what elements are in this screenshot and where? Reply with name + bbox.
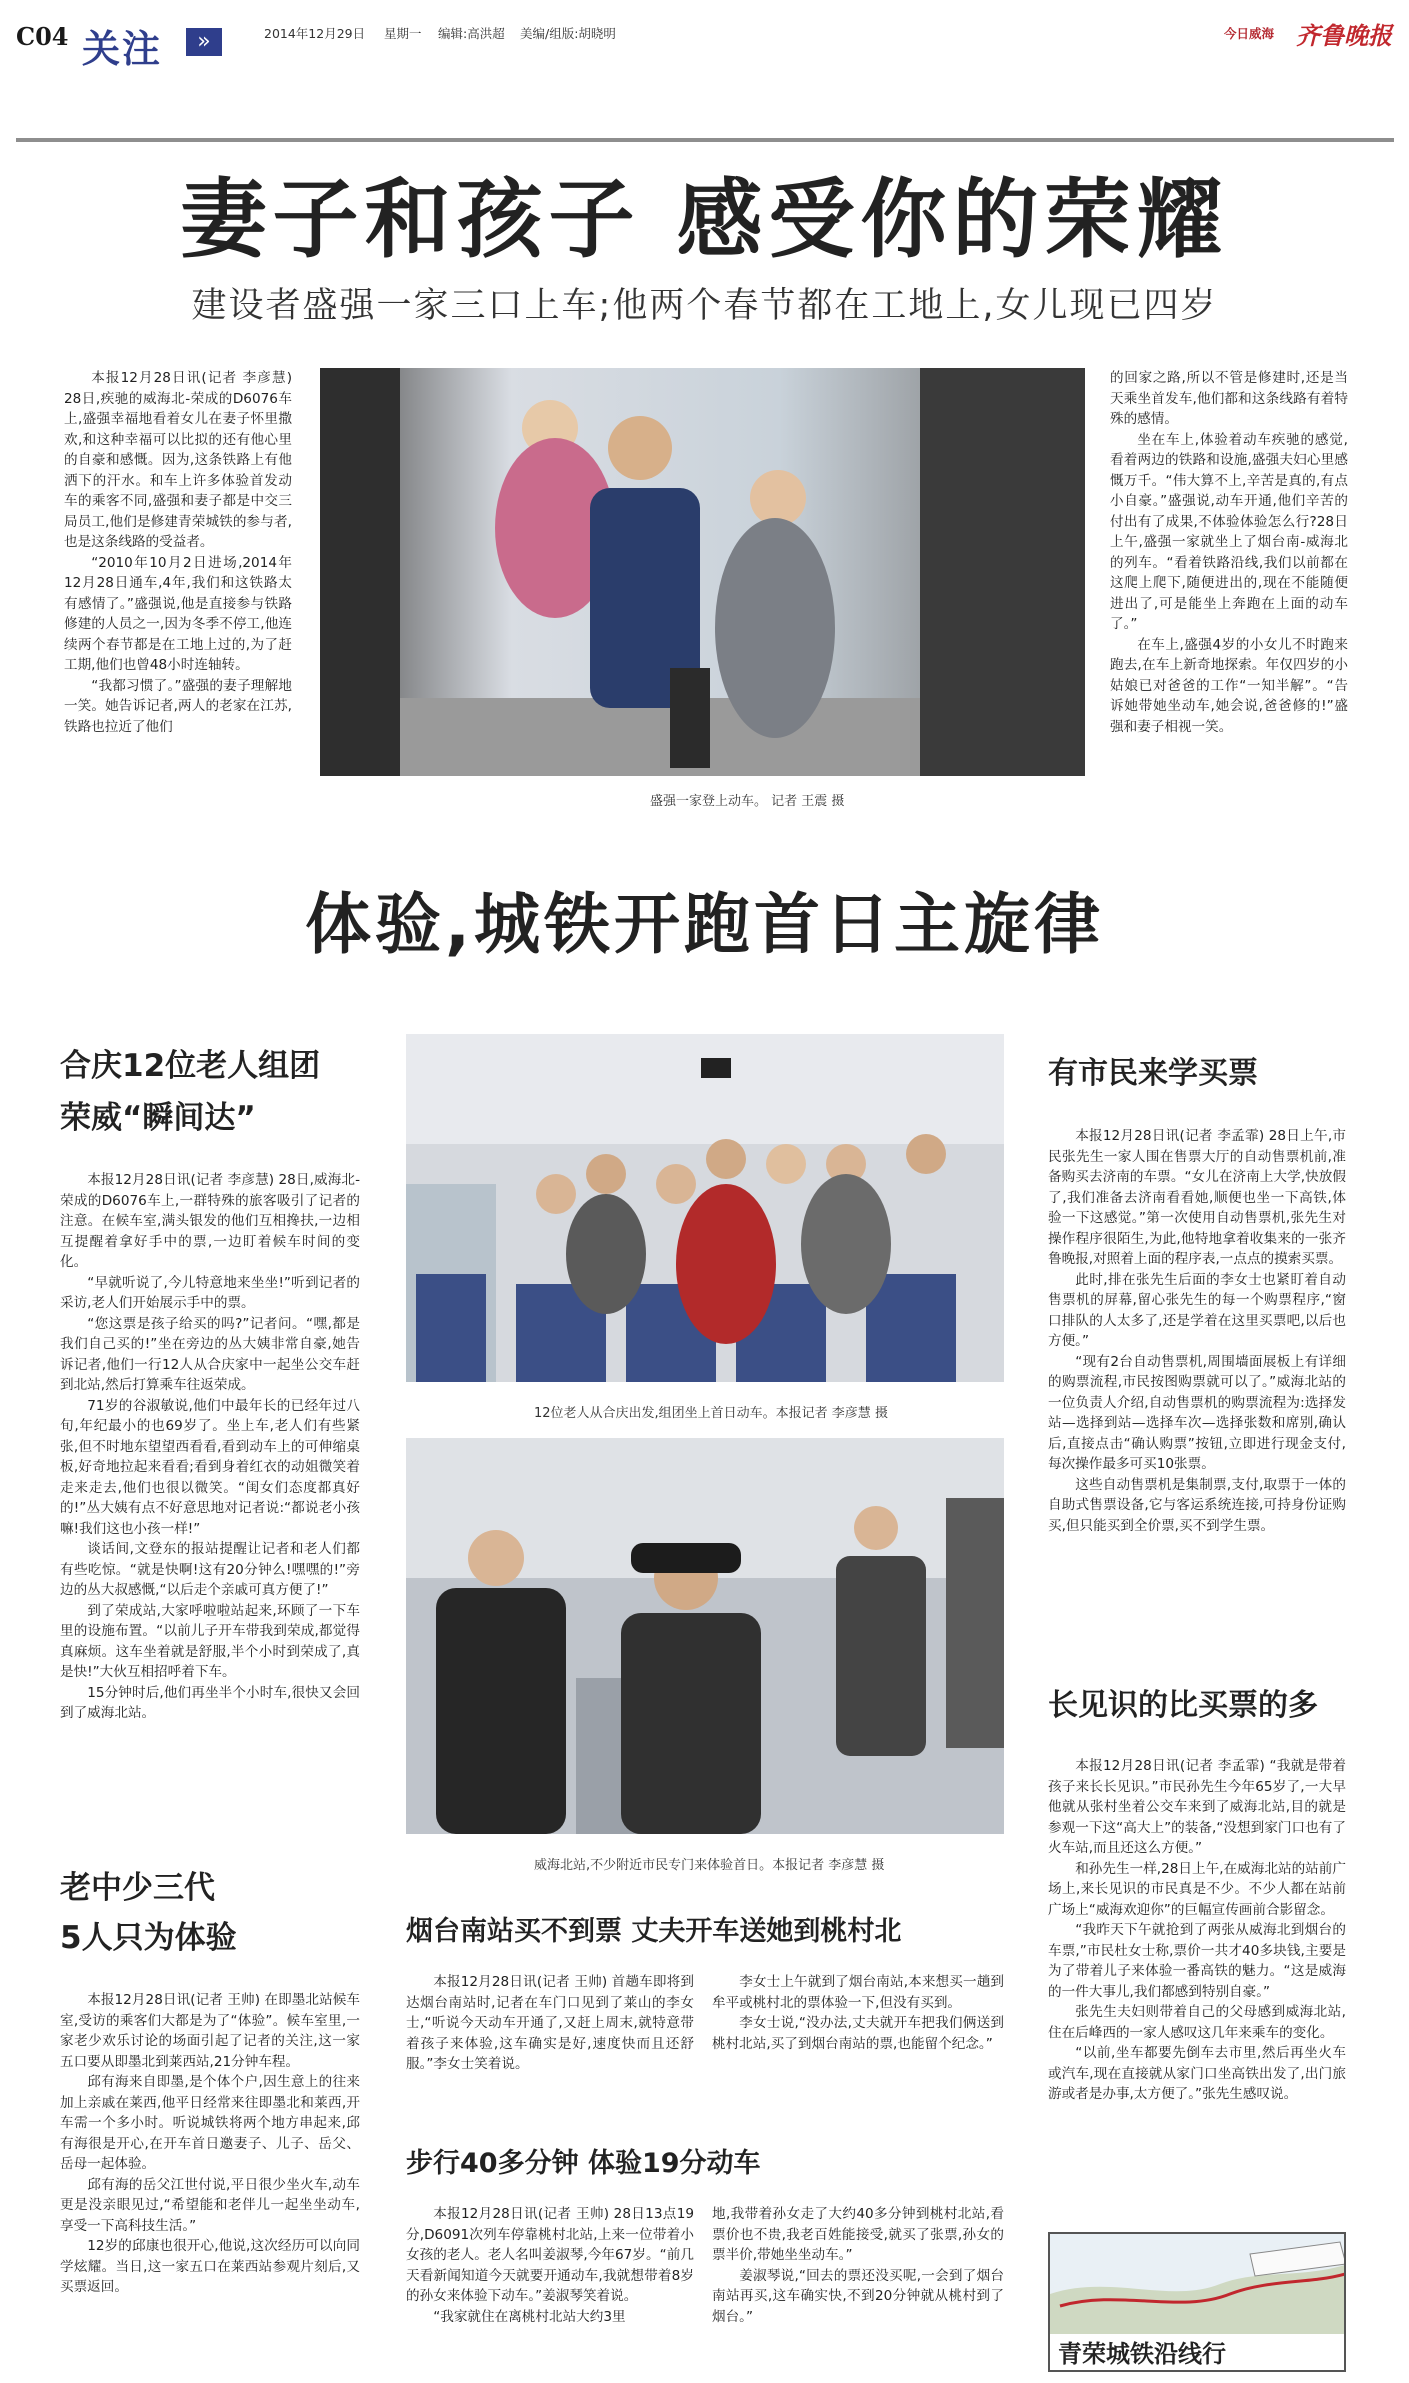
paragraph: 12岁的邱康也很开心,他说,这次经历可以向同学炫耀。当日,这一家五口在莱西站参观片刻后,又买票返回。 [60,2238,360,2295]
station-gate-photo [406,1438,1004,1834]
article4-body-col1 [406,2204,694,2374]
paragraph: 71岁的谷淑敏说,他们中最年长的已经年过八旬,年纪最小的也69岁了。坐上车,老人们有些紧张,但不时地东望望西看看,看到动车上的可伸缩桌板,好奇地拉起来看看;看到身着红衣的动姐微笑着走来走去,他们也很以微笑。“闺女们态度都真好的!”丛大姨有点不好意思地对记者说:“都说老小孩嘛!我们这也小孩一样!” [60,1397,360,1537]
paragraph: 张先生夫妇则带着自己的父母感到威海北站,住在后峰西的一家人感叹这几年来乘车的变化。 [1048,2004,1346,2041]
paragraph: 地,我带着孙女走了大约40多分钟到桃村北站,看票价也不贵,我老百姓能接受,就买了张票,孙女的票半价,带她坐坐动车。” [712,2206,1004,2263]
paragraph: 到了荣成站,大家呼啦啦站起来,环顾了一下车里的设施布置。“以前儿子开车带我到荣成,都觉得真麻烦。这车坐着就是舒服,半个小时到荣成了,真是快!”大伙互相招呼着下车。 [60,1602,360,1680]
article6-title: 长见识的比买票的多 [1048,1688,1318,1723]
article5-title: 有市民来学买票 [1048,1056,1258,1091]
train-interior-photo [406,1034,1004,1382]
article1-title-line2: 荣威“瞬间达” [60,1100,256,1136]
paragraph: 邱有海的岳父江世付说,平日很少坐火车,动车更是没亲眼见过,“希望能和老伴儿一起坐坐动车,享受一下高科技生活。” [60,2176,360,2234]
paragraph: “早就听说了,今儿特意地来坐坐!”听到记者的采访,老人们开始展示手中的票。 [60,1274,360,1311]
railway-map-box [1048,2232,1346,2372]
story1-headline: 妻子和孩子 感受你的荣耀 [180,169,1229,270]
article1-body [60,1170,360,1800]
article3-body-col2 [712,1972,1004,2122]
paragraph: 本报12月28日讯(记者 李彦慧) 28日,威海北-荣成的D6076车上,一群特殊的旅客吸引了记者的注意。在候车室,满头银发的他们互相搀扶,一边相互提醒着拿好手中的票,一边盯着候车时间的变化。 [60,1172,360,1270]
weekday: 星期一 [384,26,422,41]
article4-body-col2 [712,2204,1004,2374]
paragraph: 此时,排在张先生后面的李女士也紧盯着自动售票机的屏幕,留心张先生的每一个购票程序,“窗口排队的人太多了,还是学着在这里买票吧,以后也方便。” [1048,1271,1346,1349]
paragraph: 本报12月28日讯(记者 李孟霏) 28日上午,市民张先生一家人围在售票大厅的自动售票机前,准备购买去济南的车票。“女儿在济南上大学,快放假了,我们准备去济南看看她,顺便也坐一下高铁,体验一下这感觉。”第一次使用自动售票机,张先生对操作程序很陌生,为此,他特地拿着收集来的一张齐鲁晚报,对照着上面的程序表,一点点的摸索买票。 [1048,1128,1346,1267]
paragraph: 邱有海来自即墨,是个体个户,因生意上的往来加上亲戚在莱西,他平日经常来往即墨北和莱西,开车需一个多小时。听说城铁将两个地方串起来,邱有海很是开心,在开车首日邀妻子、儿子、岳父、岳母一起体验。 [60,2074,360,2172]
paragraph: 姜淑琴说,“回去的票还没买呢,一会到了烟台南站再买,这车确实快,不到20分钟就从桃村到了烟台。” [712,2267,1004,2325]
story1-subheadline: 建设者盛强一家三口上车;他两个春节都在工地上,女儿现已四岁 [191,286,1218,326]
story1-column-1 [64,368,292,810]
paragraph: “2010年10月2日进场,2014年12月28日通车,4年,我们和这铁路太有感情了。”盛强说,他是直接参与铁路修建的人员之一,因为冬季不停工,他连续两个春节都是在工地上过的,为了赶工期,他们也曾48小时连轴转。 [64,554,292,673]
article2-body [60,1990,360,2372]
article6-body [1048,1756,1346,2206]
article1-title-line1: 合庆12位老人组团 [60,1048,321,1084]
paragraph: “以前,坐车都要先倒车去市里,然后再坐火车或汽车,现在直接就从家门口坐高铁出发了,出门旅游或者是办事,太方便了。”张先生感叹说。 [1048,2045,1346,2102]
newspaper-logo: 齐鲁晚报 [1296,21,1392,50]
article5-body [1048,1126,1346,1666]
page-number: C04 [16,22,69,51]
map-title: 青荣城铁沿线行 [1058,2340,1226,2368]
paragraph: 李女士上午就到了烟台南站,本来想买一趟到牟平或桃村北的票体验一下,但没有买到。 [712,1974,1004,2011]
paragraph: 本报12月28日讯(记者 李孟霏) “我就是带着孩子来长长见识。”市民孙先生今年65岁了,一大早他就从张村坐着公交车来到了威海北站,目的就是参观一下这“高大上”的装备,“没想到家门口也有了火车站,而且还这么方便。” [1048,1758,1346,1856]
photo2-caption: 威海北站,不少附近市民专门来体验首日。本报记者 李彦慧 摄 [534,1858,885,1873]
paragraph: 的回家之路,所以不管是修建时,还是当天乘坐首发车,他们都和这条线路有着特殊的感情。 [1110,370,1348,427]
paragraph: 15分钟时后,他们再坐半个小时车,很快又会回到了威海北站。 [60,1684,360,1721]
paragraph: 在车上,盛强4岁的小女儿不时跑来跑去,在车上新奇地探索。年仅四岁的小姑娘已对爸爸的工作“一知半解”。“告诉她带她坐动车,她会说,爸爸修的!”盛强和妻子相视一笑。 [1110,636,1348,735]
story1-photo [320,368,1085,776]
paragraph: “我昨天下午就抢到了两张从威海北到烟台的车票,”市民杜女士称,票价一共才40多块钱,主要是为了带着儿子来体验一番高铁的魅力。“这是威海的一件大事儿,我们都感到特别自豪。” [1048,1922,1346,2000]
paragraph: 和孙先生一样,28日上午,在威海北站的站前广场上,来长见识的市民真是不少。不少人都在站前广场上“威海欢迎你”的巨幅宣传画前合影留念。 [1048,1860,1346,1918]
paragraph: “您这票是孩子给买的吗?”记者问。“嘿,都是我们自己买的!”坐在旁边的丛大姨非常自豪,她告诉记者,他们一行12人从合庆家中一起坐公交车赶到北站,然后打算乘车往返荣成。 [60,1315,360,1393]
paragraph: 谈话间,文登东的报站提醒让记者和老人们都有些吃惊。“就是快啊!这有20分钟么!嘿嘿的!”旁边的丛大叔感慨,“以后走个亲戚可真方便了!” [60,1541,360,1598]
story1-caption: 盛强一家登上动车。 记者 王震 摄 [650,794,845,809]
story2-headline: 体验,城铁开跑首日主旋律 [304,886,1105,963]
section-badge [78,14,238,71]
paragraph: 坐在车上,体验着动车疾驰的感觉,看着两边的铁路和设施,盛强夫妇心里感慨万千。“伟大算不上,辛苦是真的,有点小自豪。”盛强说,动车开通,他们辛苦的付出有了成果,不体验体验怎么行?28日上午,盛强一家就坐上了烟台南-威海北的列车。“看着铁路沿线,我们以前都在这爬上爬下,随便进出的,现在不能随便进出了,可是能坐上奔跑在上面的动车了。” [1110,431,1348,632]
paragraph: 本报12月28日讯(记者 王帅) 在即墨北站候车室,受访的乘客们大都是为了“体验”。候车室里,一家老少欢乐讨论的场面引起了记者的关注,这一家五口要从即墨北到莱西站,21分钟车程。 [60,1992,360,2070]
article3-body-col1 [406,1972,694,2122]
section-label: 关注 [82,26,163,71]
paragraph: 本报12月28日讯(记者 李彦慧) 28日,疾驰的威海北-荣成的D6076车上,盛强幸福地看着女儿在妻子怀里撒欢,和这种幸福可以比拟的还有他心里的自豪和感慨。因为,这条铁路上有他洒下的汗水。和车上许多体验首发动车的乘客不同,盛强和妻子都是中交三局员工,他们是修建青荣城铁的参与者,也是这条线路的受益者。 [64,370,292,550]
header-rule [16,138,1394,142]
article2-title-line2: 5人只为体验 [60,1920,237,1956]
paragraph: 本报12月28日讯(记者 王帅) 28日13点19分,D6091次列车停靠桃村北站,上来一位带着小女孩的老人。老人名叫姜淑琴,今年67岁。“前几天看新闻知道今天就要开通动车,我就想带着8岁的孙女来体验下动车。”姜淑琴笑着说。 [406,2206,694,2304]
editor: 编辑:高洪超 [438,26,505,41]
paragraph: “现有2台自动售票机,周围墙面展板上有详细的购票流程,市民按图购票就可以了。”威海北站的一位负责人介绍,自动售票机的购票流程为:选择发站—选择到站—选择车次—选择张数和席别,确认后,直接点击“确认购票”按钮,立即进行现金支付,每次操作最多可买10张票。 [1048,1353,1346,1472]
photo1-caption: 12位老人从合庆出发,组团坐上首日动车。本报记者 李彦慧 摄 [534,1406,888,1421]
double-arrow-icon: » [186,28,222,56]
paragraph: 这些自动售票机是集制票,支付,取票于一体的自助式售票设备,它与客运系统连接,可持身份证购买,但只能买到全价票,买不到学生票。 [1048,1476,1346,1534]
paragraph: 本报12月28日讯(记者 王帅) 首趟车即将到达烟台南站时,记者在车门口见到了莱山的李女士,“听说今天动车开通了,又赶上周末,就特意带着孩子来体验,这车确实是好,速度快而且还舒服。”李女士笑着说。 [406,1974,694,2072]
railway-map-graphic [1050,2234,1346,2334]
designer: 美编/组版:胡晓明 [520,26,616,41]
article2-title-line1: 老中少三代 [60,1870,215,1906]
paragraph: “我家就住在离桃村北站大约3里 [433,2308,626,2325]
local-edition: 今日威海 [1224,26,1275,41]
date: 2014年12月29日 [264,26,366,41]
paragraph: “我都习惯了。”盛强的妻子理解地一笑。她告诉记者,两人的老家在江苏,铁路也拉近了他们 [64,677,292,735]
story1-column-2 [1110,368,1348,818]
article3-title: 烟台南站买不到票 丈夫开车送她到桃村北 [406,1916,902,1947]
article4-title: 步行40多分钟 体验19分动车 [406,2148,761,2179]
paragraph: 李女士说,“没办法,丈夫就开车把我们俩送到桃村北站,买了到烟台南站的票,也能留个纪念。” [712,2015,1004,2052]
